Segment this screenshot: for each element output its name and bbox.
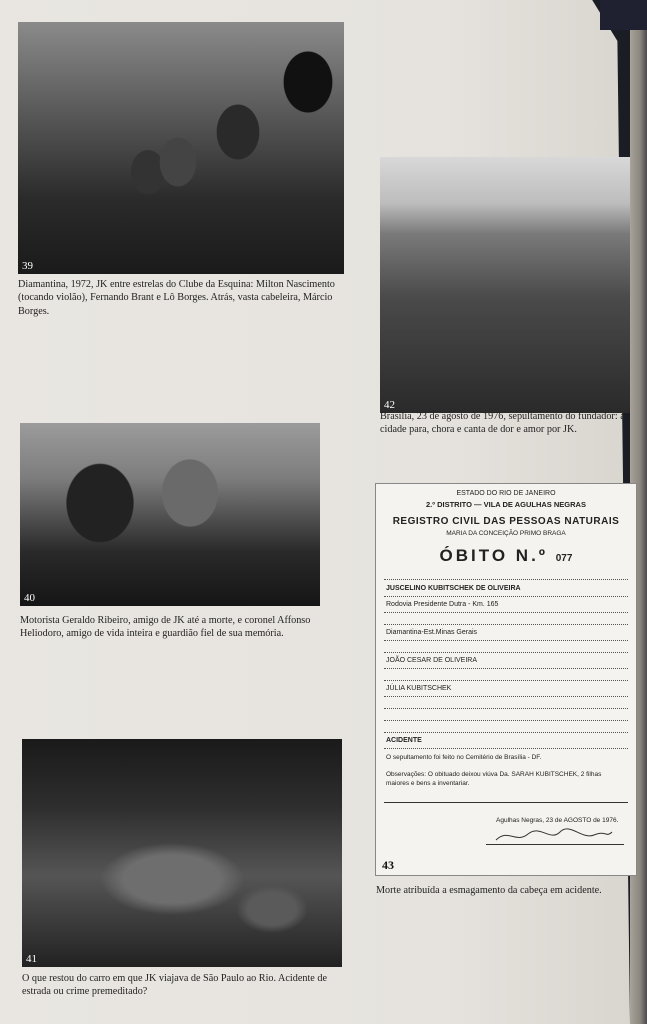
- photo-number: 41: [26, 953, 37, 965]
- photo-clube-da-esquina: [18, 22, 344, 274]
- certificate-date-line: Agulhas Negras, 23 de AGOSTO de 1976.: [496, 817, 619, 824]
- certificate-burial: O sepultamento foi feito no Cemitério de Brasília - DF.: [386, 754, 542, 761]
- photo-number: 42: [384, 399, 395, 411]
- rule: [384, 668, 628, 669]
- rule: [384, 732, 628, 733]
- death-certificate: [375, 483, 637, 876]
- certificate-father: JOÃO CESAR DE OLIVEIRA: [386, 657, 478, 664]
- certificate-cause: ACIDENTE: [386, 737, 422, 744]
- divider: [384, 802, 628, 803]
- certificate-mother: JÚLIA KUBITSCHEK: [386, 685, 452, 692]
- background-edge: [600, 0, 647, 30]
- photo-motorista-car: [20, 423, 320, 606]
- certificate-observations: Observações: O obituado deixou viúva Da. SARAH KUBITSCHEK, 2 filhas maiores e bens a inventariar.: [386, 771, 602, 787]
- rule: [384, 696, 628, 697]
- rule: [384, 624, 628, 625]
- certificate-title: [376, 546, 636, 566]
- caption-39: Diamantina, 1972, JK entre estrelas do Clube da Esquina: Milton Nascimento (tocando violão), Fernando Brant e Lô Borges. Atrás, vasta cabeleira, Márcio Borges.: [18, 279, 335, 317]
- photo-brasilia-funeral: [380, 157, 630, 413]
- rule: [384, 579, 628, 580]
- certificate-name: JUSCELINO KUBITSCHEK DE OLIVEIRA: [386, 585, 521, 592]
- certificate-title-text: ÓBITO N.º: [439, 546, 549, 565]
- rule: [384, 640, 628, 641]
- caption-42: Brasília, 23 de agosto de 1976, sepultamento do fundador: a cidade para, chora e canta de dor e amor por JK.: [380, 411, 625, 436]
- rule: [384, 720, 628, 721]
- caption-40: Motorista Geraldo Ribeiro, amigo de JK até a morte, e coronel Affonso Heliodoro, amigo de vida inteira e guardião fiel de sua memória.: [20, 615, 311, 640]
- signature-icon: [494, 826, 614, 846]
- rule: [384, 652, 628, 653]
- certificate-state: ESTADO DO RIO DE JANEIRO: [456, 490, 556, 497]
- caption-43: Morte atribuída a esmagamento da cabeça em acidente.: [376, 885, 602, 896]
- certificate-birthplace: Diamantina-Est.Minas Gerais: [386, 629, 478, 636]
- caption-41: O que restou do carro em que JK viajava de São Paulo ao Rio. Acidente de estrada ou crime premeditado?: [22, 973, 327, 998]
- photo-number: 43: [382, 858, 394, 872]
- certificate-registry: REGISTRO CIVIL DAS PESSOAS NATURAIS: [392, 516, 620, 527]
- photo-number: 40: [24, 592, 35, 604]
- rule: [384, 680, 628, 681]
- rule: [384, 596, 628, 597]
- rule: [384, 748, 628, 749]
- certificate-officer: MARIA DA CONCEIÇÃO PRIMO BRAGA: [446, 530, 566, 537]
- rule: [384, 708, 628, 709]
- certificate-district: 2.º DISTRITO — VILA DE AGULHAS NEGRAS: [426, 500, 586, 509]
- rule: [384, 612, 628, 613]
- certificate-number: 077: [555, 553, 573, 564]
- photo-wrecked-car: [22, 739, 342, 967]
- photo-number: 39: [22, 260, 33, 272]
- certificate-place: Rodovia Presidente Dutra - Km. 165: [386, 601, 499, 608]
